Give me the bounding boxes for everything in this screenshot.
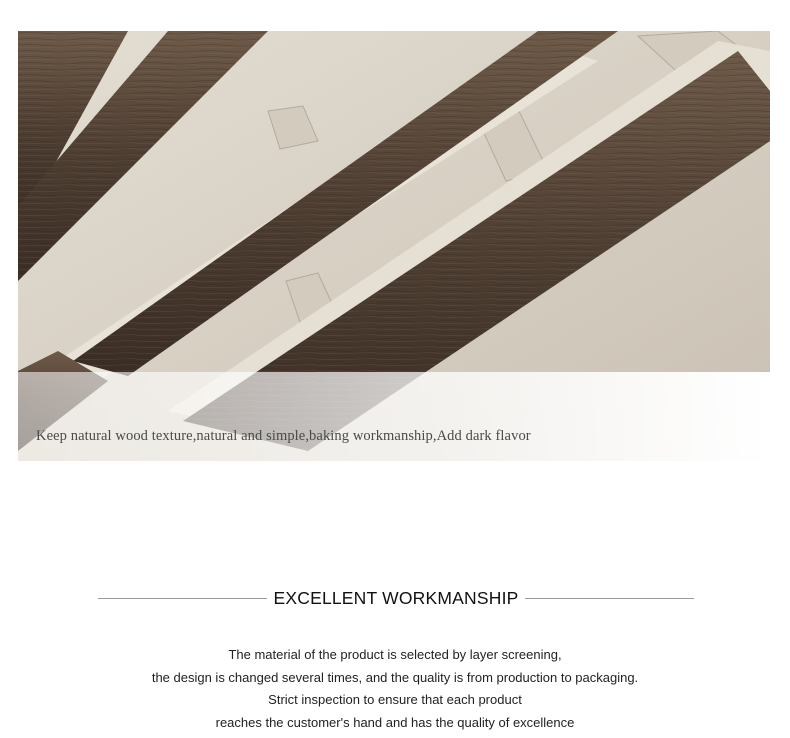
description-line-1: The material of the product is selected by layer screening, [228,647,562,662]
section-heading-row [98,586,694,610]
description-line-2: the design is changed several times, and the quality is from production to packaging. [151,669,639,685]
heading-rule-left [98,598,267,599]
wooden-tray-image [18,31,770,461]
description-line-3: Strict inspection to ensure that each product [268,692,522,707]
photo-caption: Keep natural wood texture,natural and simple,baking workmanship,Add dark flavor [36,428,531,444]
section-heading: EXCELLENT WORKMANSHIP [273,587,519,608]
heading-rule-right [525,598,694,599]
product-photo [18,31,770,461]
section-description [0,644,790,734]
description-line-4: reaches the customer's hand and has the quality of excellence [215,714,575,730]
